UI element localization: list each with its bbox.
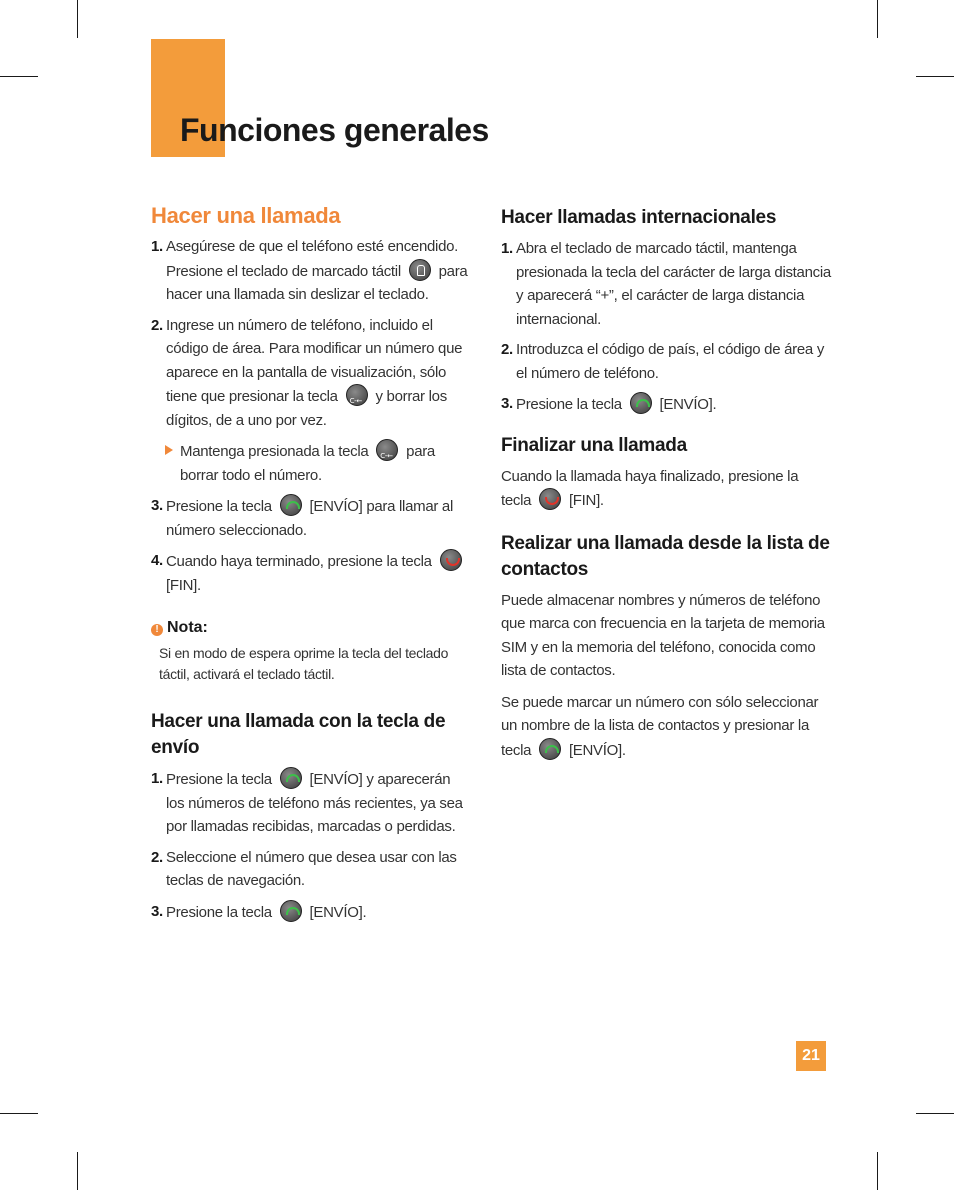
list-item: [151, 314, 471, 433]
sub-text: Mantenga presionada la tecla: [180, 443, 369, 460]
end-key-icon: [440, 549, 462, 571]
send-key-icon: [630, 392, 652, 414]
paragraph: [501, 691, 831, 763]
send-key-icon: [280, 767, 302, 789]
dialpad-icon: [409, 259, 431, 281]
step-text: [FIN].: [166, 576, 201, 594]
send-key-icon: [280, 900, 302, 922]
page-title: Funciones generales: [180, 112, 489, 148]
note-heading: [151, 619, 471, 637]
step-number: 3.: [151, 902, 163, 920]
bullet-triangle-icon: [165, 445, 173, 455]
step-text: Introduzca el código de país, el código de área y el número de teléfono.: [516, 341, 825, 382]
section-title-end-call: Finalizar una llamada: [501, 434, 687, 456]
list-item: [151, 767, 471, 839]
list-item: [151, 900, 471, 925]
step-text: Asegúrese de que el teléfono esté encendido. Presione el teclado de marcado táctil: [166, 238, 459, 280]
send-key-icon: [539, 738, 561, 760]
crop-mark: [877, 1152, 878, 1190]
paragraph: [501, 465, 831, 513]
list-item: [151, 235, 471, 307]
section-title-call-from-contacts: Realizar una llamada desde la lista de contactos: [501, 532, 830, 580]
end-key-icon: [539, 488, 561, 510]
list-item: [501, 338, 831, 385]
step-number: 2.: [501, 341, 513, 358]
paragraph-text: Se puede marcar un número con sólo seleccionar un nombre de la lista de contactos y presionar la tecla: [501, 693, 819, 759]
left-column: [151, 203, 471, 931]
sub-text: para borrar todo el número.: [180, 443, 435, 484]
step-text: Ingrese un número de teléfono, incluido el código de área. Para modificar un número que aparece en la pantalla de visualización, sólo tiene que presionar la tecla: [166, 316, 463, 405]
step-text: [ENVÍO].: [659, 396, 717, 413]
step-number: 1.: [151, 770, 163, 787]
paragraph-text: [ENVÍO].: [568, 741, 626, 759]
list-item: [501, 392, 831, 417]
step-number: 1.: [501, 240, 513, 257]
step-number: 4.: [151, 552, 163, 569]
step-text: [ENVÍO] y aparecerán los números de teléfono más recientes, ya sea por llamadas recibidas, marcadas o perdidas.: [166, 771, 463, 835]
step-number: 2.: [151, 316, 163, 334]
step-number: 1.: [151, 238, 163, 255]
send-key-icon: [280, 494, 302, 516]
section-title-international-calls: Hacer llamadas internacionales: [501, 207, 777, 228]
crop-mark: [877, 0, 878, 38]
list-item: [151, 549, 471, 597]
step-text: Cuando haya terminado, presione la tecla: [166, 553, 432, 570]
step-text: [ENVÍO] para llamar al número seleccionado.: [166, 498, 453, 539]
step-text: y borrar los dígitos, de a uno por vez.: [166, 388, 447, 429]
step-text: Presione la tecla: [516, 396, 622, 413]
step-text: Presione la tecla: [166, 498, 272, 515]
step-text: Abra el teclado de marcado táctil, mantenga presionada la tecla del carácter de larga distancia y aparecerá “+”, el carácter de larga distancia internacional.: [516, 240, 831, 328]
list-item: [501, 237, 831, 331]
note-body: Si en modo de espera oprime la tecla del teclado táctil, activará el teclado táctil.: [159, 645, 449, 682]
clear-key-icon: [346, 384, 368, 406]
note-icon: !: [151, 624, 163, 636]
crop-mark: [77, 0, 78, 38]
crop-mark: [77, 1152, 78, 1190]
list-item: [151, 846, 471, 893]
sub-bullet-item: [151, 439, 471, 487]
page-number: 21: [796, 1041, 826, 1071]
step-number: 2.: [151, 848, 163, 866]
paragraph-text: [FIN].: [568, 492, 604, 509]
step-text: [ENVÍO].: [309, 903, 367, 921]
crop-mark: [916, 76, 954, 77]
step-text: Presione la tecla: [166, 771, 272, 788]
crop-mark: [0, 1113, 38, 1114]
step-number: 3.: [151, 497, 163, 514]
clear-key-icon: [376, 439, 398, 461]
step-number: 3.: [501, 395, 513, 412]
paragraph: Puede almacenar nombres y números de teléfono que marca con frecuencia en la tarjeta de memoria SIM y en la memoria del teléfono, conocida como lista de contactos.: [501, 591, 825, 679]
crop-mark: [0, 76, 38, 77]
crop-mark: [916, 1113, 954, 1114]
list-item: [151, 494, 471, 542]
section-title-make-call: Hacer una llamada: [151, 203, 341, 228]
step-text: para hacer una llamada sin deslizar el teclado.: [166, 262, 468, 303]
right-column: [501, 205, 831, 770]
step-text: Seleccione el número que desea usar con las teclas de navegación.: [166, 848, 457, 889]
section-title-send-key-call: Hacer una llamada con la tecla de envío: [151, 711, 446, 758]
note-title: Nota:: [167, 619, 208, 636]
paragraph-text: Cuando la llamada haya finalizado, presione la tecla: [501, 467, 799, 509]
step-text: Presione la tecla: [166, 903, 272, 921]
